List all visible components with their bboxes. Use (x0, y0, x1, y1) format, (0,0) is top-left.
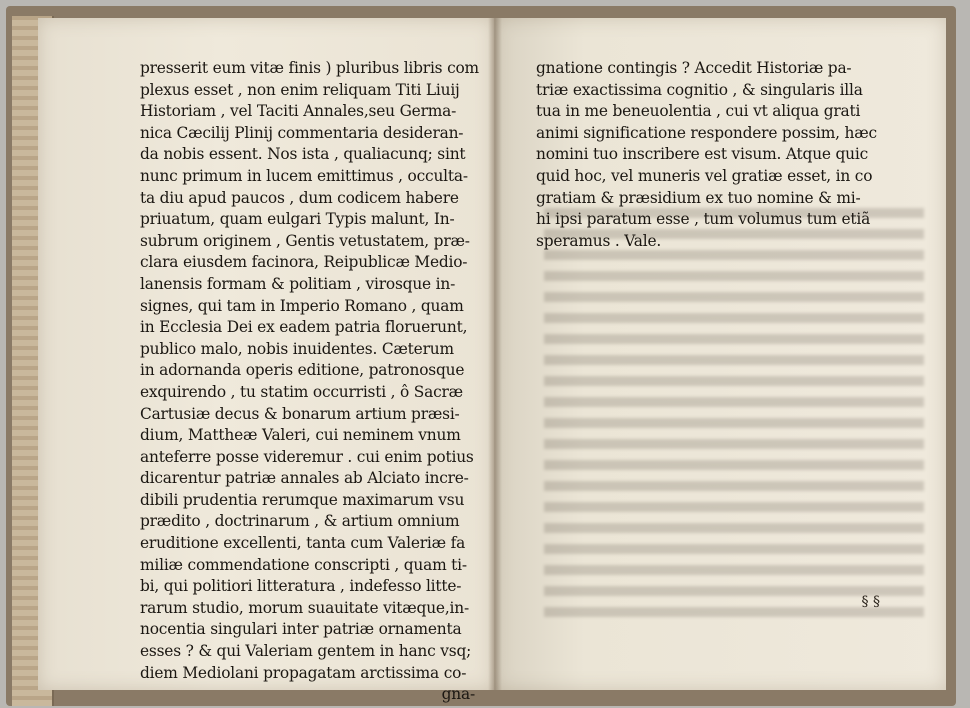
left-page-line: dicarentur patriæ annales ab Alciato incre- (140, 469, 469, 488)
book-gutter (488, 18, 502, 690)
left-page-line: Historiam , vel Taciti Annales,seu Germa- (140, 102, 457, 121)
left-page-line: exquirendo , tu statim occurristi , ô Sacræ (140, 382, 463, 401)
right-page-line: gnatione contingis ? Accedit Historiæ pa- (536, 59, 852, 77)
right-page-line: triæ exactissima cognitio , & singularis illa (536, 80, 863, 99)
left-page-line: priuatum, quam eulgari Typis malunt, In- (140, 210, 455, 229)
signature-mark: § § (861, 594, 880, 610)
left-page-line: eruditione excellenti, tanta cum Valeriæ fa (140, 534, 466, 553)
left-page-line: esses ? & qui Valeriam gentem in hanc vsq; (140, 642, 472, 661)
right-page-line: gratiam & præsidium ex tuo nomine & mi- (536, 188, 861, 207)
right-page (494, 18, 946, 690)
right-page-line: hi ipsi paratum esse , tum volumus tum etiã (536, 210, 871, 229)
left-page-line: subrum originem , Gentis vetustatem, præ- (140, 231, 470, 250)
left-page-line: clara eiusdem facinora, Reipublicæ Medio- (140, 253, 468, 272)
left-page-line: lanensis formam & politiam , virosque in- (140, 274, 456, 293)
catchword: gna- (441, 685, 475, 704)
left-page-line: nica Cæcilij Plinij commentaria desideran- (140, 123, 464, 142)
left-page-line: bi, qui politiori litteratura , indefesso litte- (140, 577, 462, 596)
right-page-text (536, 58, 877, 252)
left-page-line: publico malo, nobis inuidentes. Cæterum (140, 339, 454, 358)
left-page-line: nocentia singulari inter patriæ ornamenta (140, 620, 462, 639)
left-page-line: dibili prudentia rerumque maximarum vsu (140, 490, 465, 509)
left-page-line: dium, Mattheæ Valeri, cui neminem vnum (140, 426, 461, 445)
left-page-line: rarum studio, morum suauitate vitæque,in- (140, 598, 469, 617)
left-page-line: da nobis essent. Nos ista , qualiacunq; sint (140, 145, 466, 164)
left-page-line: prædito , doctrinarum , & artium omnium (140, 512, 460, 531)
left-page-line: presserit eum vitæ finis ) pluribus libris com (140, 59, 479, 77)
left-page-text (140, 58, 479, 706)
left-page-line: nunc primum in lucem emittimus , occulta- (140, 166, 468, 185)
show-through-text (544, 208, 924, 628)
left-page-line: miliæ commendatione conscripti , quam ti- (140, 555, 467, 574)
right-page-line: nomini tuo inscribere est visum. Atque quic (536, 145, 869, 164)
left-page-line: diem Mediolani propagatam arctissima co- (140, 663, 467, 682)
right-page-line: speramus . Vale. (536, 231, 662, 250)
left-page-line: in adornanda operis editione, patronosque (140, 361, 465, 380)
left-page (38, 18, 494, 704)
left-page-line: signes, qui tam in Imperio Romano , quam (140, 296, 464, 315)
left-page-line: in Ecclesia Dei ex eadem patria floruerunt, (140, 318, 468, 337)
left-page-line: anteferre posse videremur . cui enim potius (140, 447, 474, 466)
right-page-line: tua in me beneuolentia , cui vt aliqua grati (536, 102, 861, 121)
left-page-line: Cartusiæ decus & bonarum artium præsi- (140, 404, 460, 423)
left-page-line: ta diu apud paucos , dum codicem habere (140, 188, 459, 207)
right-page-line: animi significatione respondere possim, hæc (536, 123, 877, 142)
right-page-line: quid hoc, vel muneris vel gratiæ esset, in co (536, 166, 873, 185)
left-page-line: plexus esset , non enim reliquam Titi Liuij (140, 80, 460, 99)
